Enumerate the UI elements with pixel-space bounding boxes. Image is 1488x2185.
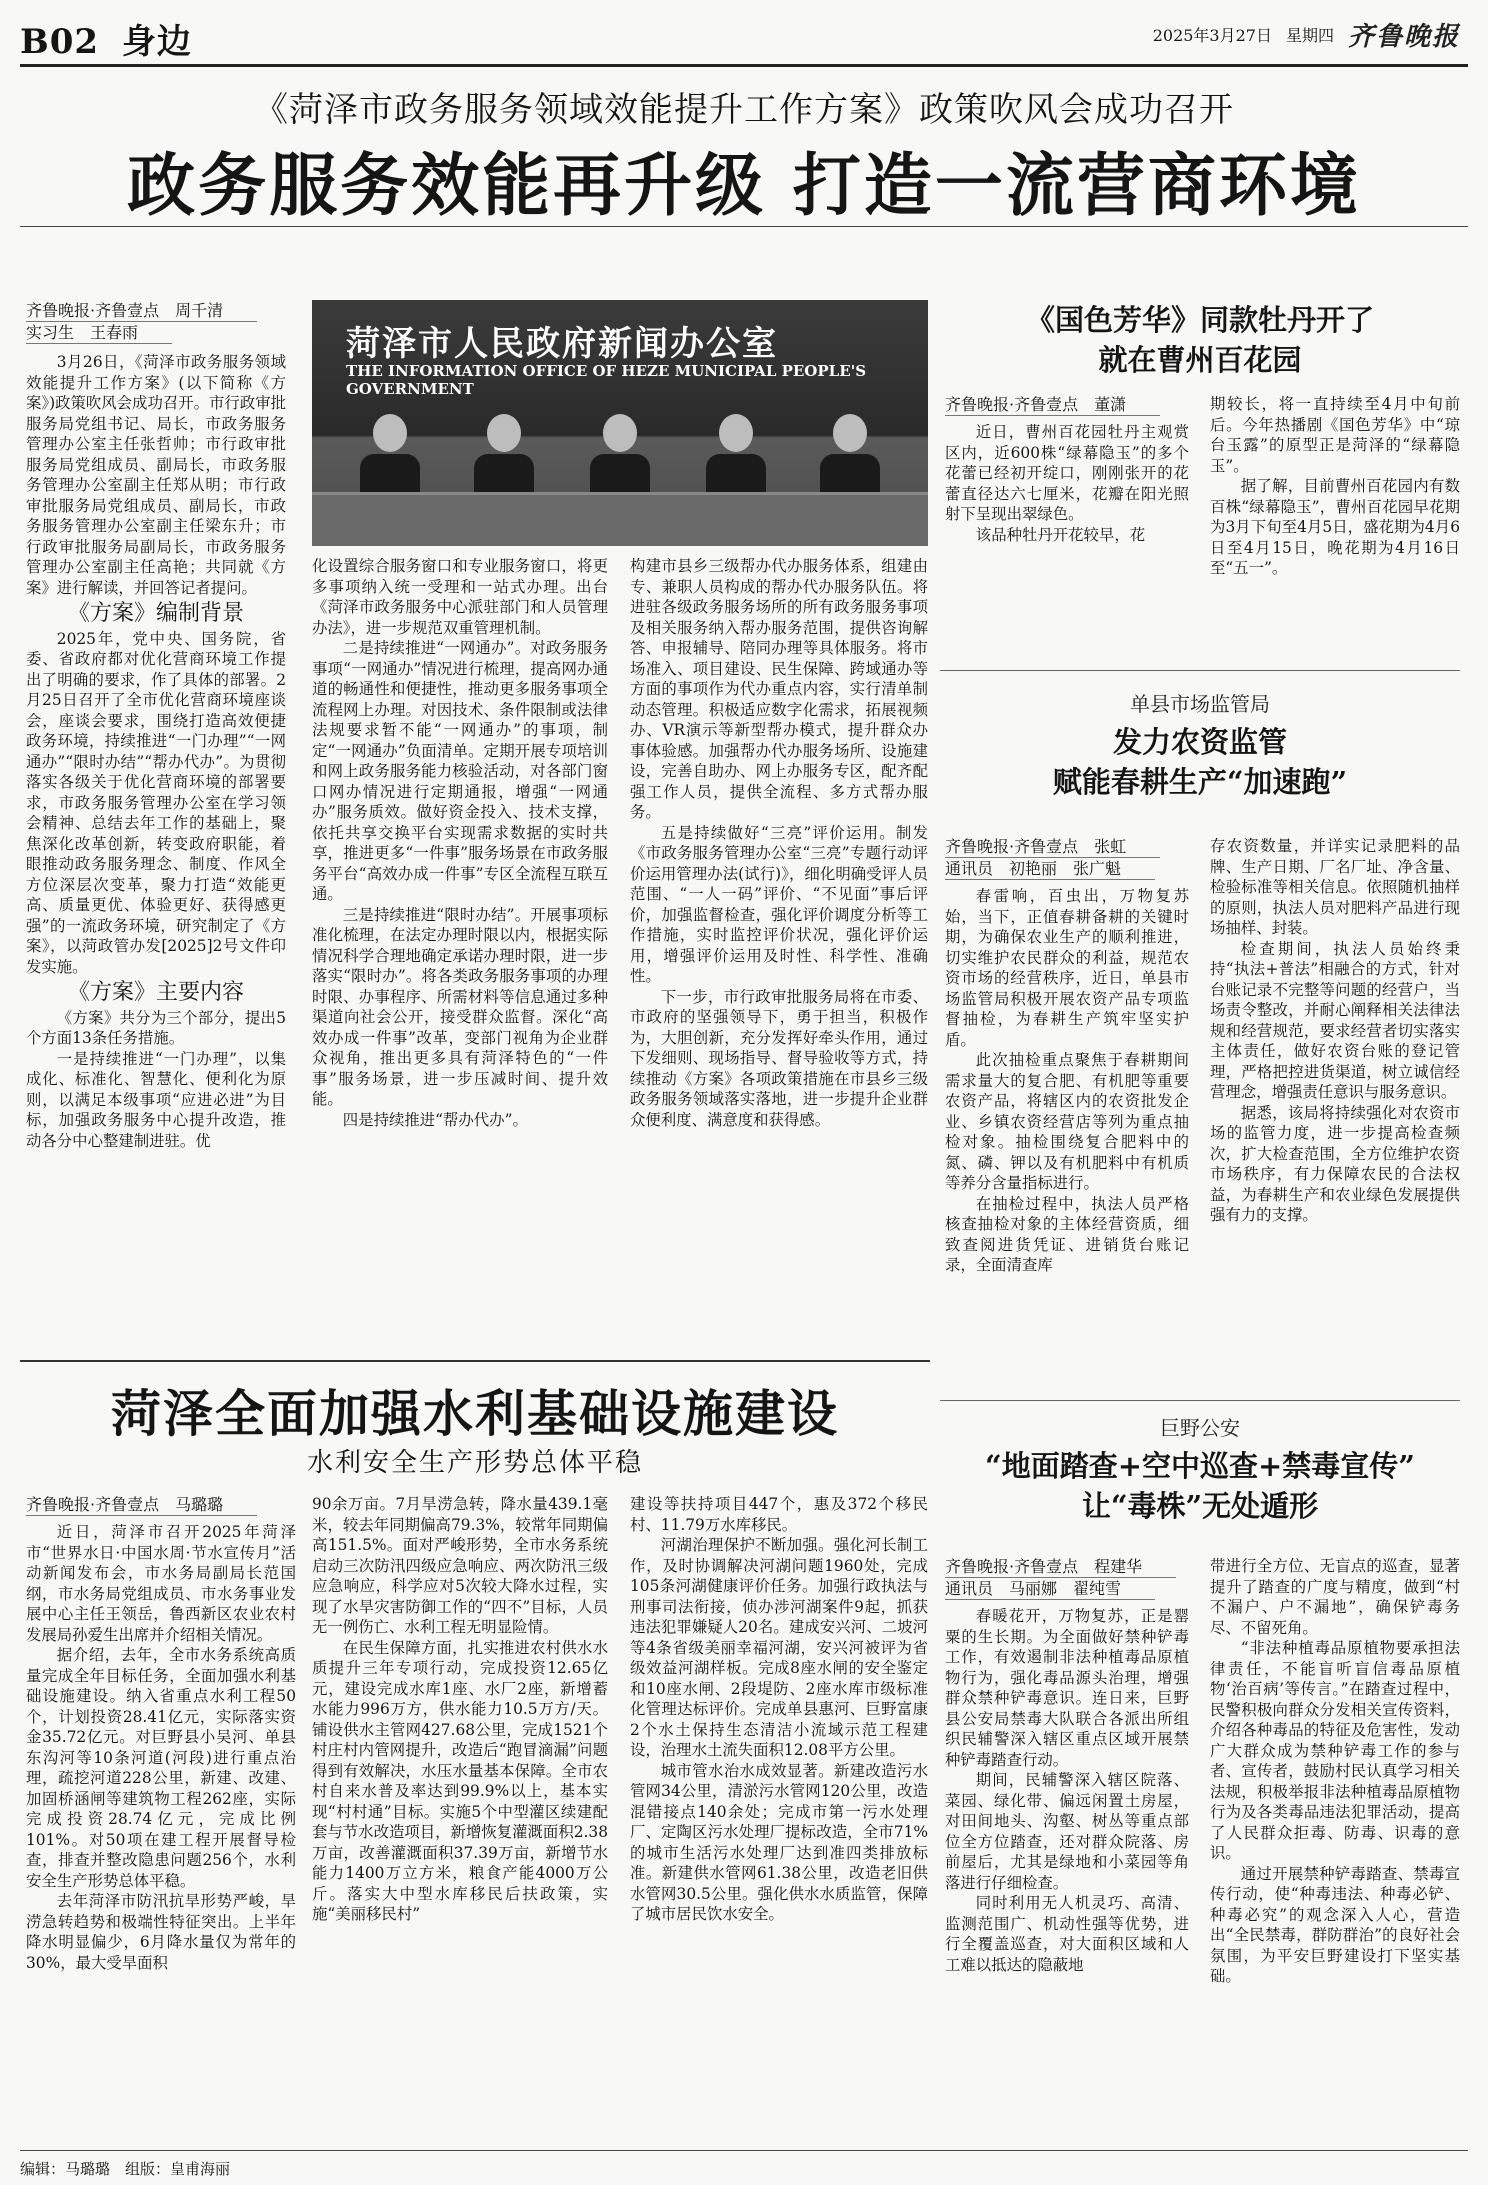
issue-weekday: 星期四 <box>1285 26 1334 45</box>
byline-reporter: 齐鲁晚报·齐鲁壹点 程建华 <box>945 1556 1176 1578</box>
article2-rule <box>940 670 1460 671</box>
byline-correspondent: 通讯员 马丽娜 翟纯雪 <box>945 1578 1155 1600</box>
paragraph: 四是持续推进“帮办代办”。 <box>342 1110 528 1129</box>
article3-location: 单县市场监管局 <box>1130 692 1270 716</box>
byline-reporter: 齐鲁晚报·齐鲁壹点 张虹 <box>945 836 1160 858</box>
footer-rule <box>20 2150 1468 2151</box>
paragraph: 化设置综合服务窗口和专业服务窗口，将更多事项纳入统一受理和一站式办理。出台《菏泽市政务服务中心派驻部门和人员管理办法》，进一步规范双重管理机制。 <box>312 557 608 637</box>
article5-column-a <box>945 1606 1189 1975</box>
article1-column-1 <box>26 352 286 1151</box>
title-line: 让“毒株”无处遁形 <box>1081 1489 1319 1523</box>
speaker-figure <box>474 414 534 494</box>
article1-column-3 <box>630 556 928 1130</box>
section-name: 身边 <box>121 22 192 62</box>
paragraph: 去年菏泽市防汛抗旱形势严峻，旱涝急转趋势和极端性特征突出。上半年降水明显偏少，6月降水量仅为常年的30%，最大受旱面积 <box>26 1892 296 1972</box>
article3-byline <box>945 836 1189 880</box>
article4-column-1 <box>26 1522 296 1973</box>
paragraph: 在抽检过程中，执法人员严格核查抽检对象的主体经营资质，细致查阅进货凭证、进销货台账记录，全面清查库 <box>945 1194 1189 1274</box>
paragraph: 存农资数量，并详实记录肥料的品牌、生产日期、厂名厂址、净含量、检验标准等相关信息。依照随机抽样的原则，执法人员对肥料产品进行现场抽样、封装。 <box>1210 837 1460 937</box>
article5-location: 巨野公安 <box>1160 1416 1240 1440</box>
article2-column-a <box>945 422 1189 545</box>
paragraph: 河湖治理保护不断加强。强化河长制工作，及时协调解决河湖问题1960处，完成105条河湖健康评价任务。加强行政执法与刑事司法衔接，侦办涉河湖案件9起，抓获违法犯罪嫌疑人20名。建成安兴河、二坡河等4条省级美丽幸福河湖，安兴河被评为省级效益河湖样板。完成8座水闸的安全鉴定和10座水闸、2段堤防、2座水库市级标准化管理达标评价。完成单县惠河、巨野富康2个水土保持生态清洁小流域示范工程建设，治理水土流失面积12.08平方公里。 <box>630 1536 928 1759</box>
title-line: 发力农资监管 <box>1112 725 1287 759</box>
header-rule <box>20 64 1468 67</box>
article5-rule <box>940 1400 1460 1401</box>
paragraph: 据介绍，去年，全市水务系统高质量完成全年目标任务，全面加强水利基础设施建设。纳入省重点水利工程50个，计划投资28.41亿元，实际落实资金35.72亿元。对巨野县小吴河、单县东沟河等10条河道(河段)进行重点治理，疏挖河道228公里，新建、改建、加固桥涵闸等建筑物工程262座，实际完成投资28.74亿元，完成比例101%。对50项在建工程开展督导检查，排查并整改隐患问题256个，水利安全生产形势总体平稳。 <box>26 1646 296 1890</box>
article1-kicker: 《菏泽市政务服务领域效能提升工作方案》政策吹风会成功召开 <box>254 90 1234 130</box>
byline-correspondent: 通讯员 初艳丽 张广魁 <box>945 858 1155 880</box>
byline-reporter: 齐鲁晚报·齐鲁壹点 周千清 <box>26 300 257 322</box>
paragraph: 期较长，将一直持续至4月中旬前后。今年热播剧《国色芳华》中“琼台玉露”的原型正是菏泽的“绿幕隐玉”。 <box>1210 395 1460 475</box>
paragraph: 建设等扶持项目447个，惠及372个移民村、11.79万水库移民。 <box>630 1495 928 1534</box>
speaker-figure <box>590 414 650 494</box>
article3-column-b <box>1210 836 1460 1226</box>
article1-byline <box>26 300 286 344</box>
paragraph: 春雷响，百虫出，万物复苏始，当下，正值春耕备耕的关键时期，为确保农业生产的顺利推进，切实维护农民群众的利益，规范农资市场的经营秩序，近日，单县市场监管局积极开展农资产品专项监督抽检，为春耕生产筑牢坚实护盾。 <box>945 887 1189 1049</box>
article5-column-b <box>1210 1556 1460 1987</box>
section-divider <box>20 1360 930 1362</box>
article1-column-2 <box>312 556 608 1130</box>
article4-headline: 菏泽全面加强水利基础设施建设 <box>111 1385 839 1443</box>
section-code: B02 <box>20 22 100 62</box>
paragraph: 构建市县乡三级帮办代办服务体系，组建由专、兼职人员构成的帮办代办服务队伍。将进驻各级政务服务场所的所有政务服务事项及相关服务纳入帮办服务范围，提供咨询解答、申报辅导、陪同办理等具体服务。将市场准入、项目建设、民生保障、跨域通办等方面的事项作为代办重点内容，实行清单制动态管理。积极适应数字化需求，拓展视频办、VR演示等新型帮办模式，提升群众办事体验感。加强帮办代办服务场所、设施建设，完善自助办、网上办服务专区，配齐配强工作人员，提供全流程、多方式帮办服务。 <box>630 557 928 821</box>
paragraph: “非法种植毒品原植物要承担法律责任，不能盲听盲信毒品原植物‘治百病’等传言。”在踏查过程中，民警积极向群众分发相关宣传资料，介绍各种毒品的特征及危害性，发动广大群众成为禁种铲毒工作的参与者、宣传者，鼓励村民认真学习相关法规，积极举报非法种植毒品原植物行为及各类毒品违法犯罪活动，提高了人民群众拒毒、防毒、识毒的意识。 <box>1210 1639 1460 1862</box>
article4-column-2 <box>312 1494 608 1925</box>
footer-credits: 编辑：马璐璐 组版：皇甫海丽 <box>20 2160 231 2178</box>
paragraph: 二是持续推进“一网通办”。对政务服务事项“一网通办”情况进行梳理，提高网办通道的畅通性和便捷性，推动更多服务事项全流程网上办理。对因技术、条件限制或法律法规要求暂不能“一网通办”的事项，制定“一网通办”负面清单。定期开展专项培训和网上政务服务能力核验活动，对各部门窗口网办情况进行定期通报，增强“一网通办”服务质效。做好资金投入、技术支撑，依托共享交换平台实现需求数据的实时共享，推进更多“一件事”服务场景在市政务服务平台“高效办成一件事”专区全流程互联互通。 <box>312 639 608 903</box>
article4-column-3 <box>630 1494 928 1925</box>
paragraph: 通过开展禁种铲毒踏查、禁毒宣传行动，使“种毒违法、种毒必铲、种毒必究”的观念深入人心，营造出“全民禁毒，群防群治”的良好社会氛围，为平安巨野建设打下坚实基础。 <box>1210 1864 1460 1985</box>
photo-banner-subtitle: THE INFORMATION OFFICE OF HEZE MUNICIPAL PEOPLE'S GOVERNMENT <box>346 362 867 398</box>
press-conference-photo <box>312 300 928 546</box>
conference-desk <box>312 492 928 546</box>
paragraph: 三是持续推进“限时办结”。开展事项标准化梳理，在法定办理时限以内，根据实际情况科学合理地确定承诺办理时限，进一步落实“限时办”。将各类政务服务事项的办理时限、办事程序、所需材料等信息通过多种渠道向社会公开，接受群众监督。深化“高效办成一件事”改革，变部门视角为企业群众视角，推出更多具有菏泽特色的“一件事”服务场景，进一步压减时间、提升效能。 <box>312 905 608 1108</box>
article5-byline <box>945 1556 1189 1600</box>
title-line: 赋能春耕生产“加速跑” <box>1052 765 1348 799</box>
paragraph: 五是持续做好“三亮”评价运用。制发《市政务服务管理办公室“三亮”专题行动评价运用管理办法(试行)》，细化明确受评人员范围、“一人一码”评价、“不见面”事后评价，加强监督检查，强化评价调度分析等工作措施，实时监控评价状况，强化评价运用，增强评价运用及时性、科学性、准确性。 <box>630 823 928 985</box>
article2-column-b <box>1210 394 1460 579</box>
paragraph: 3月26日，《菏泽市政务服务领域效能提升工作方案》(以下简称《方案》)政策吹风会成功召开。市行政审批服务局党组书记、局长，市政务服务管理办公室主任张哲帅；市行政审批服务局党组成员、副局长，市政务服务管理办公室副主任郑从明；市行政审批服务局党组成员、副局长，市政务服务管理办公室副主任梁东升；市行政审批服务局副局长，市政务服务管理办公室副主任高艳；共同就《方案》进行解读，并回答记者提问。 <box>26 353 286 597</box>
byline-reporter: 齐鲁晚报·齐鲁壹点 董潇 <box>945 394 1160 416</box>
title-line: “地面踏查+空中巡查+禁毒宣传” <box>985 1449 1415 1483</box>
paragraph: 一是持续推进“一门办理”，以集成化、标准化、智慧化、便利化为原则，以满足本级事项“应进必进”为目标，加强政务服务中心提升改造，推动各分中心整建制进驻。优 <box>26 1049 286 1150</box>
paragraph: 该品种牡丹开花较早，花 <box>975 525 1146 544</box>
section-header <box>20 14 192 63</box>
paragraph: 同时利用无人机灵巧、高清、监测范围广、机动性强等优势，进行全覆盖巡查，对大面积区域和人工难以抵达的隐蔽地 <box>945 1894 1189 1974</box>
byline-intern: 实习生 王春雨 <box>26 322 172 344</box>
article4-subheadline: 水利安全生产形势总体平稳 <box>306 1448 643 1478</box>
paragraph: 下一步，市行政审批服务局将在市委、市政府的坚强领导下，勇于担当，积极作为，大胆创新，充分发挥好牵头作用，通过下发细则、现场指导、督导验收等方式，持续推动《方案》各项政策措施在市县乡三级政务服务领域落实落地，进一步提升企业群众便利度、满意度和获得感。 <box>630 987 928 1129</box>
paragraph: 2025年，党中央、国务院，省委、省政府都对优化营商环境工作提出了明确的要求，作了具体的部署。2月25日召开了全市优化营商环境座谈会，座谈会要求，围绕打造高效便捷政务环境，持续推进“一门办理”“一网通办”“限时办结”“帮办代办”。为贯彻落实各级关于优化营商环境的部署要求，市政务服务管理办公室在学习领会精神、总结去年工作的基础上，聚焦深化改革创新，转变政府职能，着眼推动政务服务理念、制度、作风全方位深层次变革，聚力打造“效能更高、质量更优、体验更好、获得感更强”的一流政务环境，研究制定了《方案》，以菏政管办发[2025]2号文件印发实施。 <box>26 629 286 976</box>
speaker-figure <box>820 414 880 494</box>
article2-title <box>940 300 1460 380</box>
masthead-right <box>1153 16 1460 53</box>
paragraph: 在民生保障方面，扎实推进农村供水水质提升三年专项行动，完成投资12.65亿元，建设完成水库1座、水厂2座，新增蓄水能力996万方，供水能力10.5万方/天。铺设供水主管网427.68公里，完成1521个村庄村内管网提升，改造后“跑冒滴漏”问题得到有效解决，水压水量基本保障。全市农村自来水普及率达到99.9%以上，基本实现“村村通”目标。实施5个中型灌区续建配套与节水改造项目，新增恢复灌溉面积2.38万亩，改善灌溉面积37.39万亩，新增节水能力1400万立方米，粮食产能4000万公斤。落实大中型水库移民后扶政策，实施“美丽移民村” <box>312 1638 608 1923</box>
paragraph: 90余万亩。7月旱涝急转，降水量439.1毫米，较去年同期偏高79.3%，较常年同期偏高151.5%。面对严峻形势，全市水务系统启动三次防汛四级应急响应、两次防汛三级应急响应，科学应对5次较大降水过程，实现了水旱灾害防御工作的“四不”目标，人员无一例伤亡、水利工程无明显险情。 <box>312 1495 608 1636</box>
paragraph: 近日，菏泽市召开2025年菏泽市“世界水日·中国水周·节水宣传月”活动新闻发布会，市水务局副局长范国纲，市水务局党组成员、市水务事业发展中心主任王领岳，鲁西新区农业农村发展局孙爱生出席并介绍相关情况。 <box>26 1523 296 1644</box>
speaker-figure <box>360 414 420 494</box>
paragraph: 《方案》共分为三个部分，提出5个方面13条任务措施。 <box>26 1008 286 1047</box>
subheading: 《方案》编制背景 <box>67 601 244 626</box>
paragraph: 期间，民辅警深入辖区院落、菜园、绿化带、偏远闲置土房屋，对田间地头、沟壑、树丛等重点部位全方位踏查，还对群众院落、房前屋后，尤其是绿地和小菜园等角落进行仔细检查。 <box>945 1771 1189 1892</box>
issue-date: 2025年3月27日 <box>1152 26 1272 45</box>
speaker-figure <box>706 414 766 494</box>
newspaper-logo: 齐鲁晚报 <box>1347 22 1460 52</box>
photo-banner-title: 菏泽市人民政府新闻办公室 <box>346 324 778 364</box>
article3-title <box>940 722 1460 802</box>
paragraph: 城市管水治水成效显著。新建改造污水管网34公里，清淤污水管网120公里，改造混错接点140余处；完成市第一污水处理厂、定陶区污水处理厂提标改造，全市71%的城市生活污水处理厂达到准四类排放标准。新建供水管网61.38公里，改造老旧供水管网30.5公里。强化供水水质监管，保障了城市居民饮水安全。 <box>630 1761 928 1923</box>
title-line: 就在曹州百花园 <box>1098 343 1302 377</box>
subheading: 《方案》主要内容 <box>67 980 244 1005</box>
article1-headline: 政务服务效能再升级 打造一流营商环境 <box>127 147 1361 226</box>
article2-byline <box>945 394 1185 416</box>
article5-title <box>940 1446 1460 1526</box>
paragraph: 带进行全方位、无盲点的巡查，显著提升了踏查的广度与精度，做到“村不漏户、户不漏地”，确保铲毒务尽、不留死角。 <box>1210 1557 1460 1637</box>
paragraph: 据了解，目前曹州百花园内有数百株“绿幕隐玉”，曹州百花园早花期为3月下旬至4月5日，盛花期为4月6日至4月15日，晚花期为4月16日至“五一”。 <box>1210 477 1460 577</box>
paragraph: 近日，曹州百花园牡丹主观赏区内，近600株“绿幕隐玉”的多个花蕾已经初开绽口，刚刚张开的花蕾直径达六七厘米，花瓣在阳光照射下呈现出翠绿色。 <box>945 423 1189 523</box>
paragraph: 此次抽检重点聚焦于春耕期间需求量大的复合肥、有机肥等重要农资产品，将辖区内的农资批发企业、乡镇农资经营店等列为重点抽检对象。抽检围绕复合肥料中的氮、磷、钾以及有机肥料中有机质等养分含量指标进行。 <box>945 1051 1189 1192</box>
article4-byline <box>26 1494 296 1516</box>
paragraph: 据悉，该局将持续强化对农资市场的监管力度，进一步提高检查频次，扩大检查范围，全方位维护农资市场秩序，有力保障农民的合法权益，为春耕生产和农业绿色发展提供强有力的支撑。 <box>1210 1103 1460 1224</box>
paragraph: 检查期间，执法人员始终秉持“执法+普法”相融合的方式，针对台账记录不完整等问题的经营户，当场责令整改，并耐心阐释相关法律法规和经营规范，要求经营者切实落实主体责任，做好农资台账的登记管理，严格把控进货渠道，树立诚信经营理念，增强责任意识与服务意识。 <box>1210 939 1460 1101</box>
article1-rule <box>20 226 1468 227</box>
article3-column-a <box>945 886 1189 1276</box>
paragraph: 春暖花开，万物复苏，正是罂粟的生长期。为全面做好禁种铲毒工作，有效遏制非法种植毒品原植物行为，强化毒品源头治理，增强群众禁种铲毒意识。连日来，巨野县公安局禁毒大队联合各派出所组织民辅警深入辖区重点区域开展禁种铲毒踏查行动。 <box>945 1607 1189 1769</box>
title-line: 《国色芳华》同款牡丹开了 <box>1025 303 1374 337</box>
byline-reporter: 齐鲁晚报·齐鲁壹点 马璐璐 <box>26 1494 257 1516</box>
